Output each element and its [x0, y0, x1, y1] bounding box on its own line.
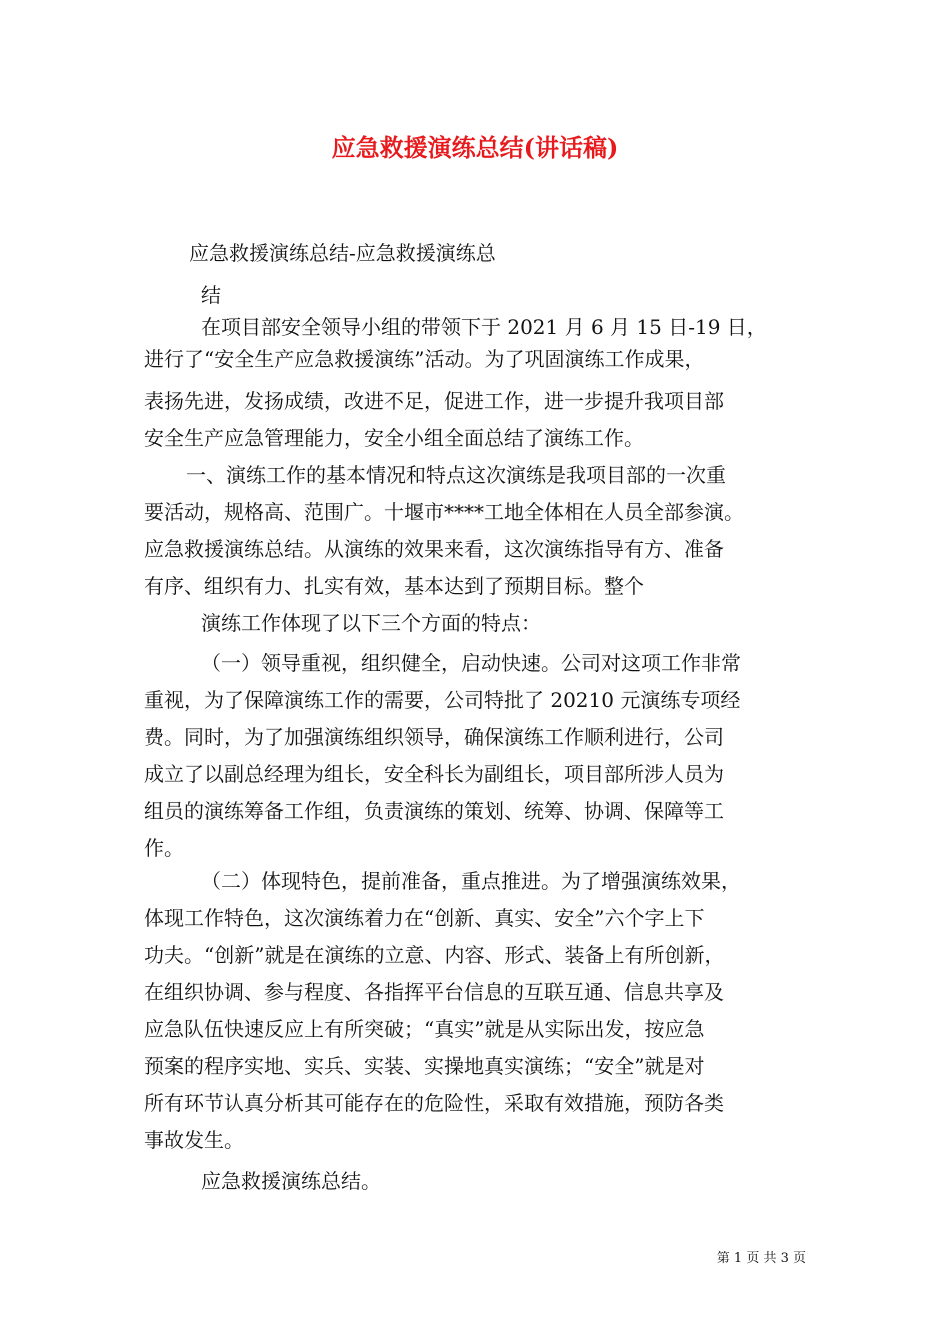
body-line: （一）领导重视，组织健全，启动快速。公司对这项工作非常	[201, 651, 741, 675]
body-line: 结	[201, 283, 221, 307]
body-line: 安全生产应急管理能力，安全小组全面总结了演练工作。	[144, 426, 644, 450]
body-line: 体现工作特色，这次演练着力在“创新、真实、安全”六个字上下	[144, 906, 705, 930]
body-line: 组员的演练筹备工作组，负责演练的策划、统筹、协调、保障等工	[144, 799, 724, 823]
body-line: 演练工作体现了以下三个方面的特点：	[201, 611, 541, 635]
body-line: 在项目部安全领导小组的带领下于 2021 月 6 月 15 日-19 日，	[201, 315, 767, 339]
body-line: 要活动，规格高、范围广。十堰市****工地全体相在人员全部参演。	[144, 500, 744, 524]
body-line: 重视，为了保障演练工作的需要，公司特批了 20210 元演练专项经	[144, 688, 741, 712]
body-line: 应急救援演练总结。	[201, 1169, 381, 1193]
body-line: 成立了以副总经理为组长，安全科长为副组长，项目部所涉人员为	[144, 762, 724, 786]
body-line: 功夫。“创新”就是在演练的立意、内容、形式、装备上有所创新，	[144, 943, 725, 967]
body-line: 所有环节认真分析其可能存在的危险性，采取有效措施，预防各类	[144, 1091, 724, 1115]
body-line: 一、演练工作的基本情况和特点这次演练是我项目部的一次重	[186, 463, 726, 487]
body-line: 有序、组织有力、扎实有效，基本达到了预期目标。整个	[144, 574, 644, 598]
body-line: （二）体现特色，提前准备，重点推进。为了增强演练效果，	[201, 869, 741, 893]
body-line: 事故发生。	[144, 1128, 244, 1152]
body-line: 预案的程序实地、实兵、实装、实操地真实演练；“安全”就是对	[144, 1054, 705, 1078]
body-line: 应急救援演练总结-应急救援演练总	[189, 241, 496, 265]
page-number: 第 1 页 共 3 页	[716, 1251, 806, 1266]
body-line: 进行了“安全生产应急救援演练”活动。为了巩固演练工作成果，	[144, 347, 705, 371]
body-line: 费。同时，为了加强演练组织领导，确保演练工作顺利进行，公司	[144, 725, 724, 749]
body-line: 在组织协调、参与程度、各指挥平台信息的互联互通、信息共享及	[144, 980, 724, 1004]
body-line: 作。	[144, 836, 184, 860]
body-line: 应急救援演练总结。从演练的效果来看，这次演练指导有方、准备	[144, 537, 724, 561]
body-line: 表扬先进，发扬成绩，改进不足，促进工作，进一步提升我项目部	[144, 389, 724, 413]
body-line: 应急队伍快速反应上有所突破；“真实”就是从实际出发，按应急	[144, 1017, 705, 1041]
page-title: 应急救援演练总结(讲话稿)	[331, 133, 619, 162]
